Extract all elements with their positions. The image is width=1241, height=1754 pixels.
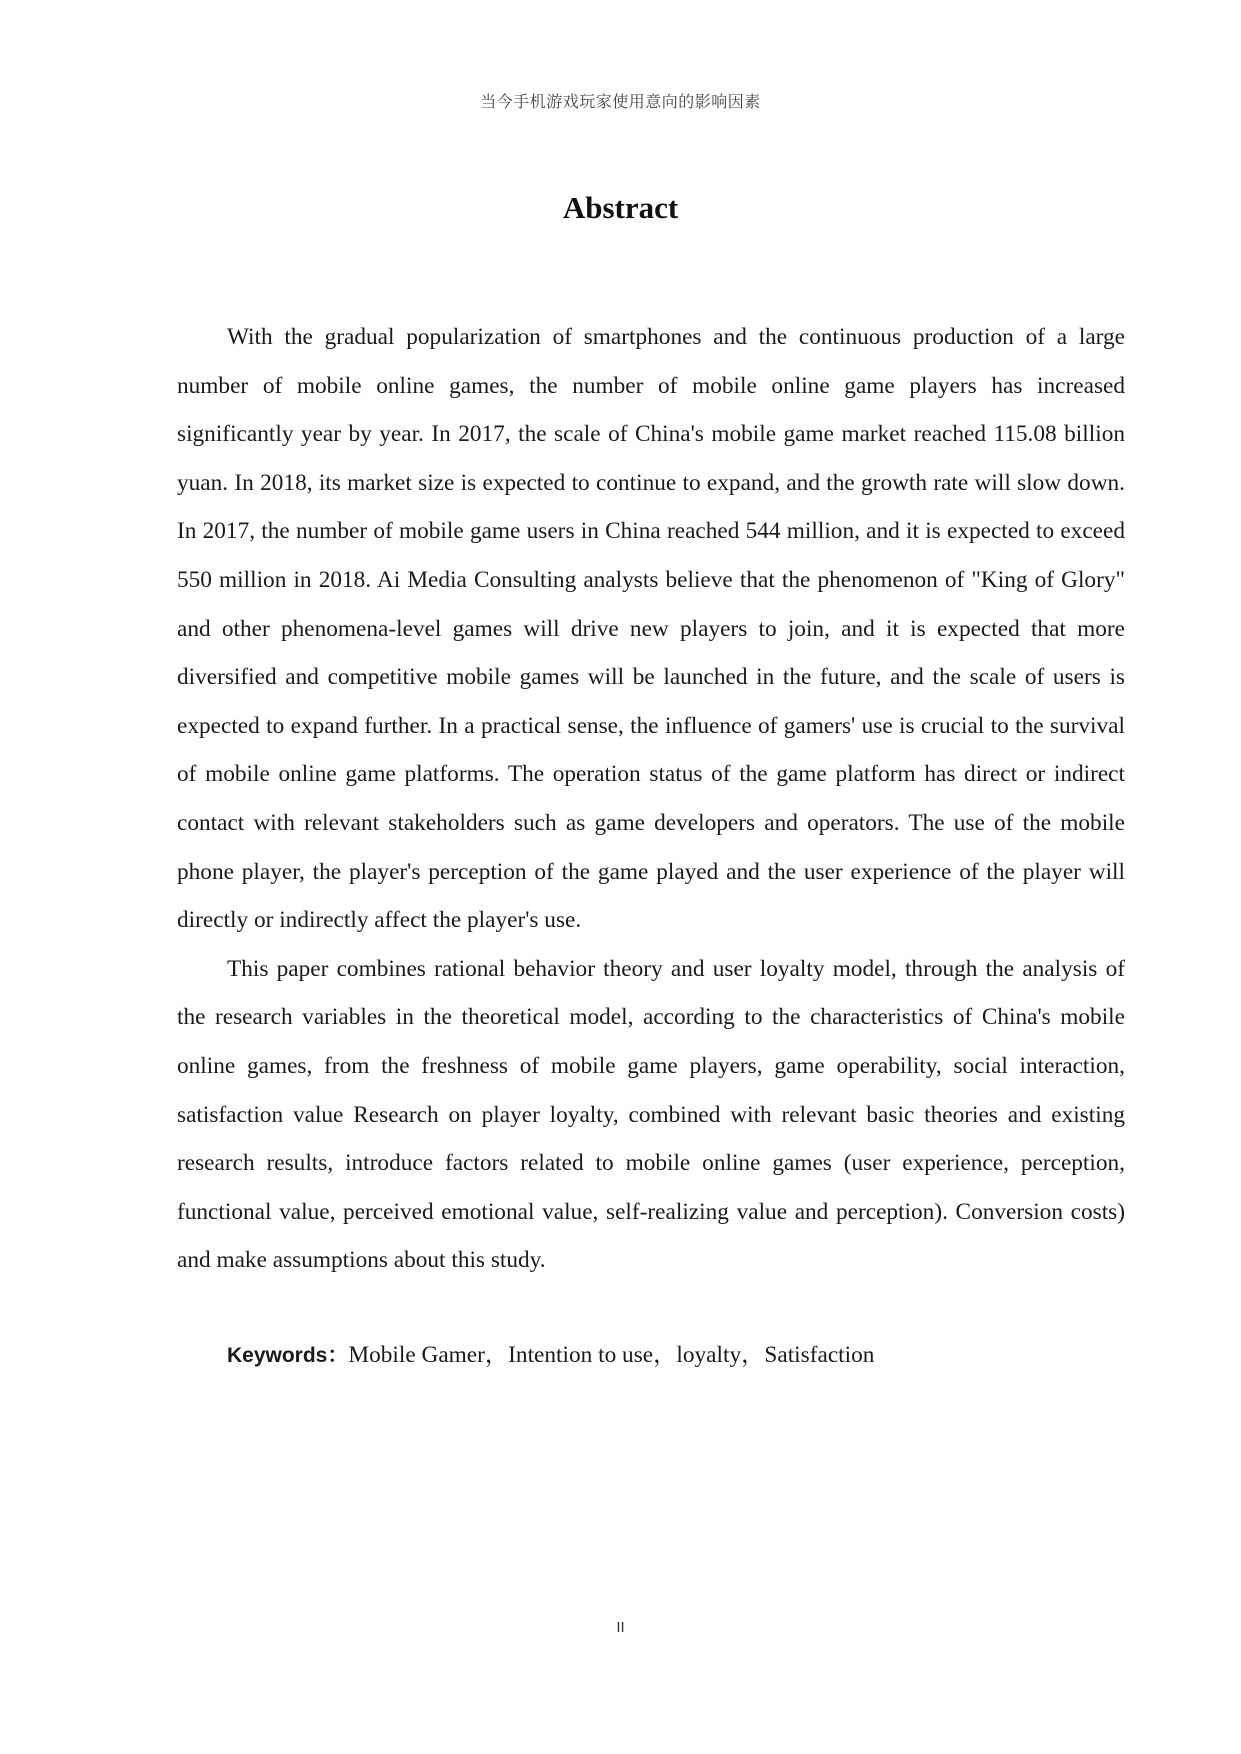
abstract-paragraph-1: With the gradual popularization of smartphones and the continuous production of a large number of mobile online games, the number of mobile online game players has increased significantly year by year. In 2017, the scale of China's mobile game market reached 115.08 billion yuan. In 2018, its market size is expected to continue to expand, and the growth rate will slow down. In 2017, the number of mobile game users in China reached 544 million, and it is expected to exceed 550 million in 2018. Ai Media Consulting analysts believe that the phenomenon of "King of Glory" and other phenomena-level games will drive new players to join, and it is expected that more diversified and competitive mobile games will be launched in the future, and the scale of users is expected to expand further. In a practical sense, the influence of gamers' use is crucial to the survival of mobile online game platforms. The operation status of the game platform has direct or indirect contact with relevant stakeholders such as game developers and operators. The use of the mobile phone player, the player's perception of the game played and the user experience of the player will directly or indirectly affect the player's use. (177, 324, 1125, 934)
keywords-line (227, 1331, 874, 1380)
abstract-paragraph-2: This paper combines rational behavior theory and user loyalty model, through the analysis of the research variables in the theoretical model, according to the characteristics of China's mobile online games, from the freshness of mobile game players, game operability, social interaction, satisfaction value Research on player loyalty, combined with relevant basic theories and existing research results, introduce factors related to mobile online games (user experience, perception, functional value, perceived emotional value, self-realizing value and perception). Conversion costs) and make assumptions about this study. (177, 955, 1125, 1274)
running-header: 当今手机游戏玩家使用意向的影响因素 (480, 92, 761, 111)
keywords-list: Mobile Gamer，Intention to use，loyalty，Satisfaction (348, 1342, 875, 1368)
page-title: Abstract (562, 190, 679, 225)
page-number: II (616, 1619, 625, 1636)
abstract-body (177, 313, 1125, 1285)
keywords-label: Keywords： (227, 1344, 349, 1367)
